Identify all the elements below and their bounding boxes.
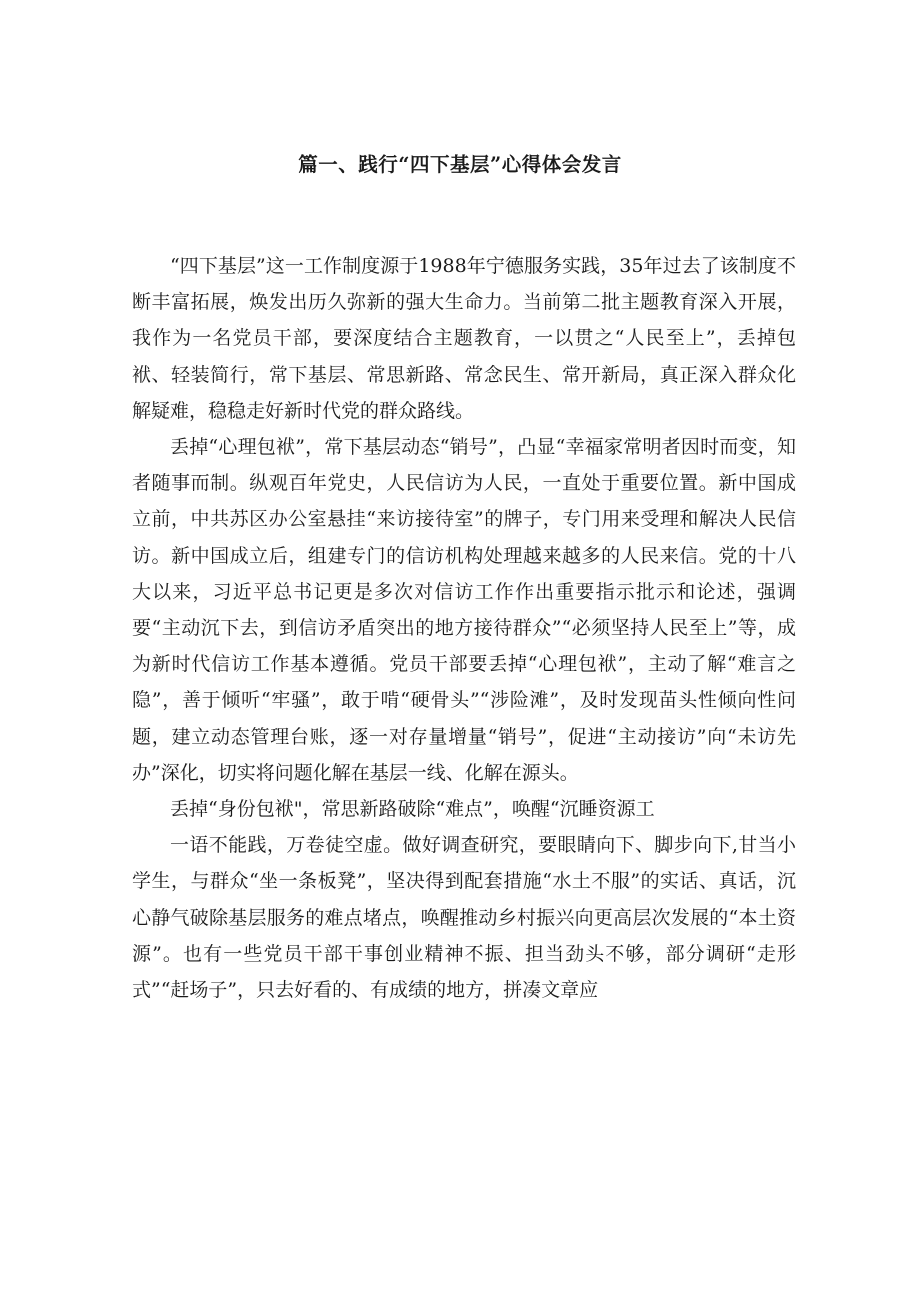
document-body [132, 248, 796, 1008]
paragraph-intro: “四下基层”这一工作制度源于1988年宁德服务实践，35年过去了该制度不断丰富拓展，焕发出历久弥新的强大生命力。当前第二批主题教育深入开展，我作为一名党员干部，要深度结合主题教育，一以贯之“人民至上”，丢掉包袱、轻装简行，常下基层、常思新路、常念民生、常开新局，真正深入群众化解疑难，稳稳走好新时代党的群众路线。 [132, 255, 796, 422]
paragraph-research: 一语不能践，万卷徒空虚。做好调查研究，要眼睛向下、脚步向下,甘当小学生，与群众“坐一条板凳”，坚决得到配套措施“水土不服”的实话、真话，沉心静气破除基层服务的难点堵点，唤醒推动乡村振兴向更高层次发展的“本土资源”。也有一些党员干部干事创业精神不振、担当劲头不够，部分调研“走形式”“赶场子”，只去好看的、有成绩的地方，拼凑文章应 [132, 834, 796, 1002]
document-title: 篇一、践行“四下基层”心得体会发言 [298, 153, 622, 176]
paragraph-petition: 丢掉“心理包袱”，常下基层动态“销号”，凸显“幸福家常明者因时而变，知者随事而制。纵观百年党史，人民信访为人民，一直处于重要位置。新中国成立前，中共苏区办公室悬挂“来访接待室”的牌子，专门用来受理和解决人民信访。新中国成立后，组建专门的信访机构处理越来越多的人民来信。党的十八大以来，习近平总书记更是多次对信访工作作出重要指示批示和论述，强调要“主动沉下去，到信访矛盾突出的地方接待群众”“必须坚持人民至上”等，成为新时代信访工作基本遵循。党员干部要丢掉“心理包袱”，主动了解“难言之隐”，善于倾听“牢骚”，敢于啃“硬骨头”“涉险滩”，及时发现苗头性倾向性问题，建立动态管理台账，逐一对存量增量“销号”，促进“主动接访”向“未访先办”深化，切实将问题化解在基层一线、化解在源头。 [132, 436, 796, 784]
paragraph-heading-identity: 丢掉“身份包袱"，常思新路破除“难点”，唤醒“沉睡资源工 [170, 798, 655, 821]
